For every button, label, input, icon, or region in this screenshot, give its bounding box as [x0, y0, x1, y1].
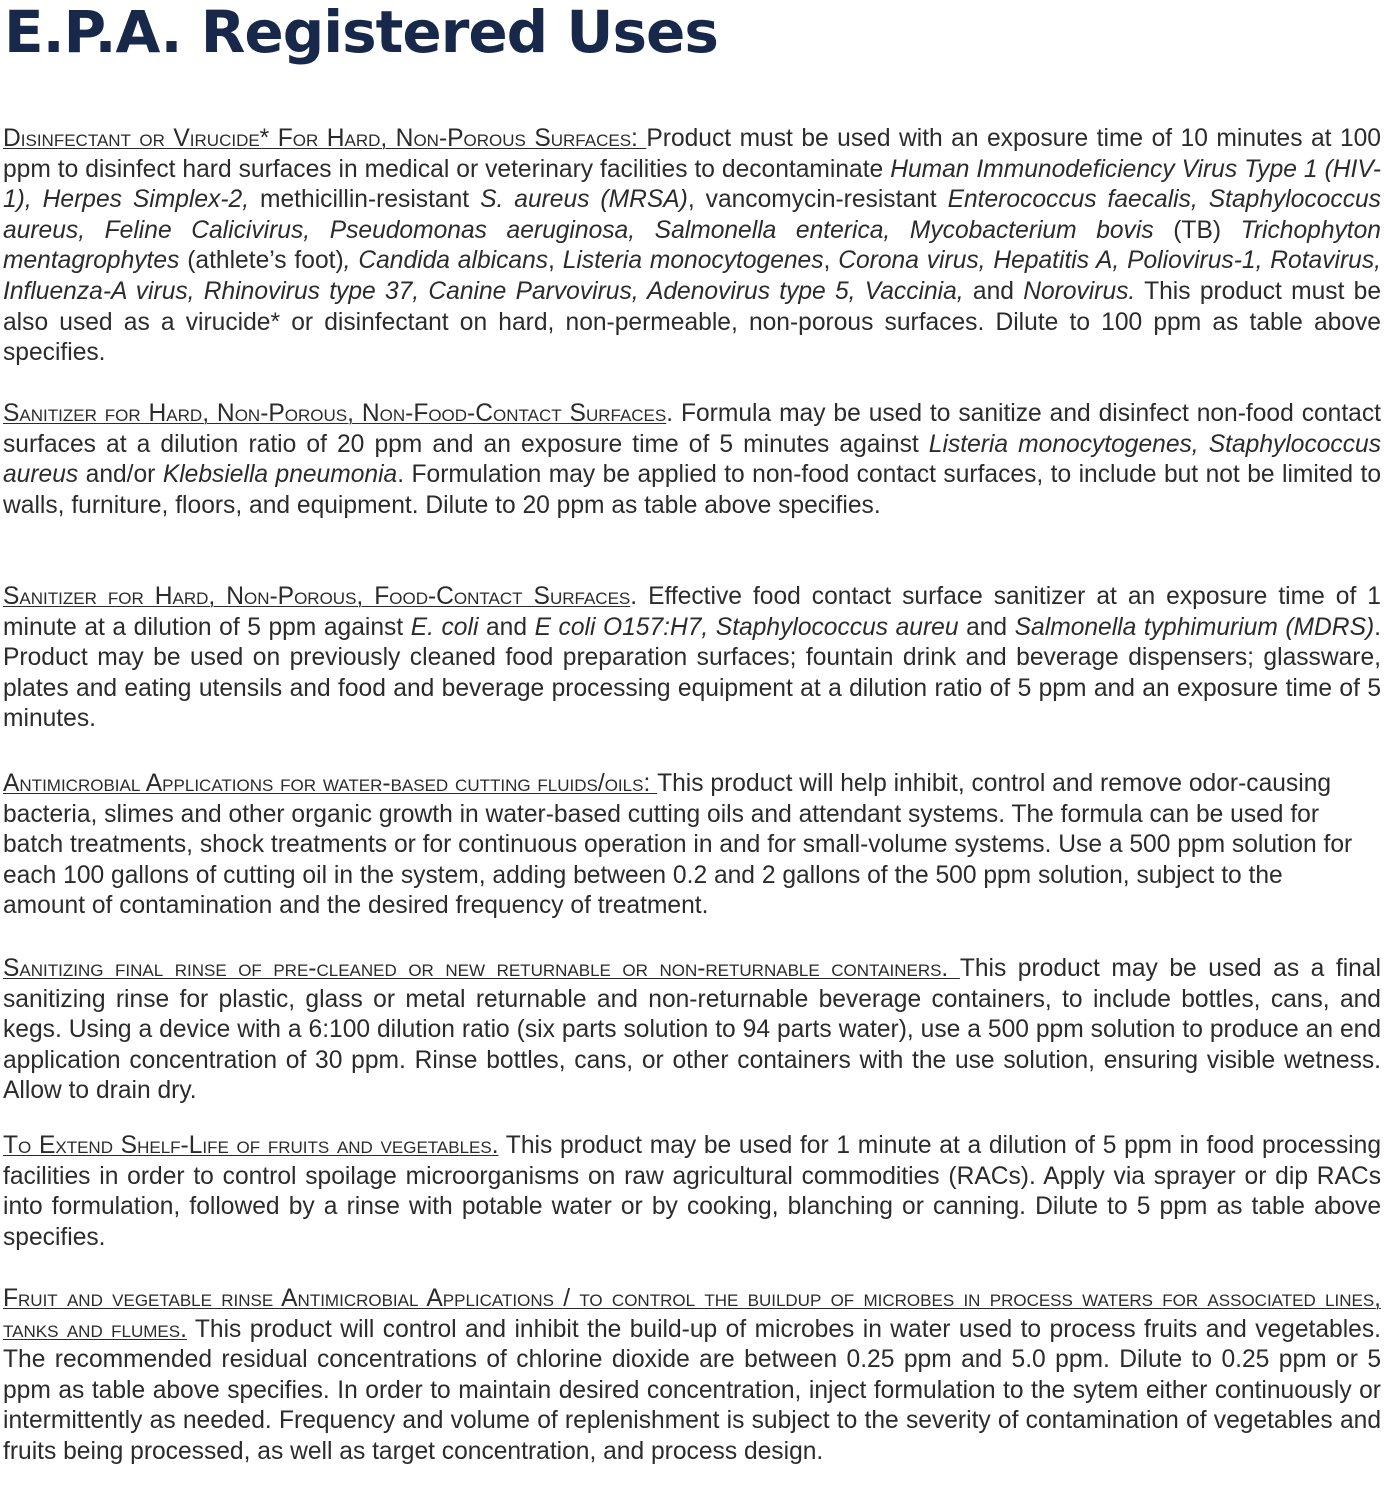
section-heading: Fruit and vegetable rinse Antimicrobial Applications / to control the buildup of microbes in process waters for associated lines, tanks and flumes.	[3, 1285, 1381, 1343]
section-text: ,	[823, 247, 839, 275]
section-shelf-life	[3, 1131, 1381, 1253]
section-heading: Sanitizer for Hard, Non-Porous, Food-Contact Surfaces	[3, 583, 631, 610]
section-text: Product must be used with an exposure time of 10 minutes at 100 ppm to disinfect hard surfaces in medical or veterinary facilities to decontaminate	[3, 125, 1381, 183]
organism-names: Human Immunodeficiency Virus Type 1 (HIV-1), Herpes Simplex-2,	[3, 155, 1381, 214]
section-heading: Sanitizing final rinse of pre-cleaned or new returnable or non-returnable containers.	[3, 955, 960, 982]
organism-names: Enterococcus faecalis, Staphylococcus aureus, Feline Calicivirus, Pseudomonas aeruginosa, Salmonella enterica, Mycobacterium bovis	[3, 186, 1381, 244]
page-title: E.P.A. Registered Uses	[4, 0, 718, 66]
organism-names: Listeria monocytogenes	[562, 247, 824, 275]
section-final-rinse-containers	[3, 954, 1381, 1107]
section-fruit-vegetable-rinse	[3, 1284, 1381, 1468]
section-text: This product will control and inhibit the build-up of microbes in water used to process fruits and vegetables. The recommended residual concentrations of chlorine dioxide are between 0.25 ppm and 5.0 ppm. Dilute to 0.25 ppm or 5 ppm as table above specifies. In order to maintain desired concentration, inject formulation to the sytem either continuously or intermittently as needed. Frequency and volume of replenishment is subject to the severity of contamination of vegetables and fruits being processed, as well as target concentration, and process design.	[3, 1315, 1381, 1465]
section-text: This product may be used for 1 minute at a dilution of 5 ppm in food processing facilities in order to control spoilage microorganisms on raw agricultural commodities (RACs). Apply via sprayer or dip RACs into formulation, followed by a rinse with potable water or by cooking, blanching or canning. Dilute to 5 ppm as table above specifies.	[3, 1132, 1381, 1251]
section-text: and	[478, 613, 535, 641]
section-heading: Disinfectant or Virucide* For Hard, Non-Porous Surfaces:	[3, 125, 647, 152]
section-text: This product will help inhibit, control and remove odor-causing bacteria, slimes and other organic growth in water-based cutting oils and attendant systems. The formula can be used for batch treatments, shock treatments or for continuous operation in and for small-volume systems. Use a 500 ppm solution for each 100 gallons of cutting oil in the system, adding between 0.2 and 2 gallons of the 500 ppm solution, subject to the amount of contamination and the desired frequency of treatment.	[3, 770, 1353, 920]
section-text: ,	[548, 247, 563, 275]
organism-names: Norovirus.	[1023, 277, 1136, 305]
section-text: (TB)	[1153, 216, 1241, 244]
section-text: This product must be also used as a virucide* or disinfectant on hard, non-permeable, non-porous surfaces. Dilute to 100 ppm as table above specifies.	[3, 277, 1382, 367]
organism-names: Corona virus, Hepatitis A, Poliovirus-1, Rotavirus, Influenza-A virus, Rhinovirus type 37, Canine Parvovirus, Adenovirus type 5, Vaccinia,	[3, 247, 1381, 305]
section-text: and/or	[78, 461, 163, 489]
section-text: and	[958, 613, 1015, 641]
organism-names: , Candida albicans	[343, 247, 549, 275]
section-text: and	[963, 277, 1024, 305]
section-disinfectant-virucide	[3, 124, 1381, 369]
organism-names: Salmonella typhimurium (MDRS)	[1014, 613, 1375, 641]
section-text: . Formula may be used to sanitize and disinfect non-food contact surfaces at a dilution ratio of 20 ppm and an exposure time of 5 minutes against	[3, 400, 1381, 458]
section-heading: Antimicrobial Applications for water-based cutting fluids/oils:	[3, 770, 658, 797]
section-heading: To Extend Shelf-Life of fruits and vegetables.	[3, 1132, 499, 1159]
section-sanitizer-non-food-contact	[3, 399, 1381, 521]
organism-names: Klebsiella pneumonia	[162, 461, 398, 489]
organism-names: Listeria monocytogenes, Staphylococcus aureus	[3, 430, 1381, 489]
organism-names: S. aureus (MRSA)	[480, 186, 688, 214]
section-text: . Product may be used on previously cleaned food preparation surfaces; fountain drink and beverage dispensers; glassware, plates and eating utensils and food and beverage processing equipment at a dilution ratio of 5 ppm and an exposure time of 5 minutes.	[3, 613, 1382, 733]
section-sanitizer-food-contact	[3, 582, 1381, 735]
section-text: , vancomycin-resistant	[687, 186, 948, 214]
section-text: This product may be used as a final sanitizing rinse for plastic, glass or metal returnable and non-returnable beverage containers, to include bottles, cans, and kegs. Using a device with a 6:100 dilution ratio (six parts solution to 94 parts water), use a 500 ppm solution to produce an end application concentration of 30 ppm. Rinse bottles, cans, or other containers with the use solution, ensuring visible wetness. Allow to drain dry.	[3, 955, 1381, 1105]
section-heading: Sanitizer for Hard, Non-Porous, Non-Food-Contact Surfaces	[3, 400, 667, 427]
section-text: (athlete’s foot)	[179, 247, 344, 275]
section-text: . Effective food contact surface sanitizer at an exposure time of 1 minute at a dilution of 5 ppm against	[3, 583, 1381, 641]
section-text: methicillin-resistant	[249, 186, 481, 214]
section-cutting-fluids	[3, 769, 1363, 922]
organism-names: Trichophyton mentagrophytes	[3, 216, 1381, 275]
organism-names: E coli O157:H7, Staphylococcus aureu	[534, 613, 959, 641]
organism-names: E. coli	[410, 613, 479, 641]
section-text: . Formulation may be applied to non-food contact surfaces, to include but not be limited to walls, furniture, floors, and equipment. Dilute to 20 ppm as table above specifies.	[3, 461, 1381, 519]
